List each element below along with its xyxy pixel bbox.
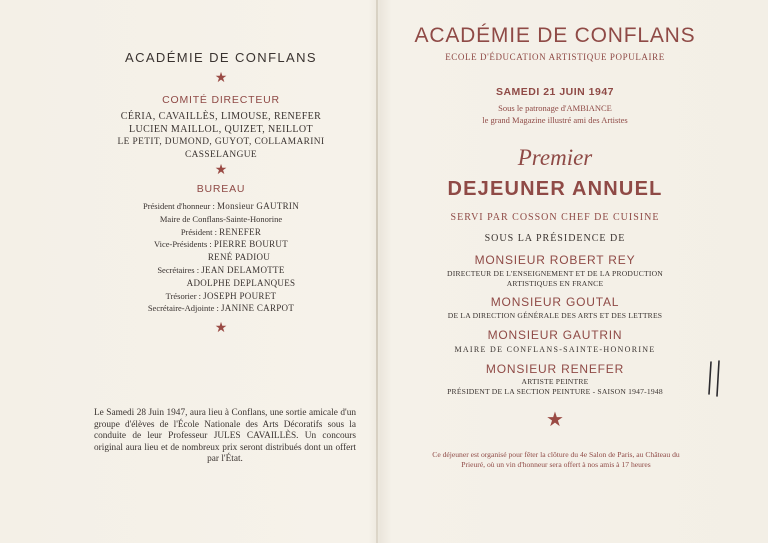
guest-desc: DE LA DIRECTION GÉNÉRALE DES ARTS ET DES LETTRES [447, 311, 663, 320]
bureau-line: RENÉ PADIOU [207, 252, 271, 263]
guest-name: MONSIEUR RENEFER [485, 362, 625, 376]
bureau-list [80, 200, 362, 315]
right-panel [390, 0, 720, 543]
bureau-line: Secrétaires : JEAN DELAMOTTE [157, 264, 285, 275]
bureau-line: Président : RENEFER [180, 226, 262, 237]
comite-list [80, 110, 362, 162]
event-date: SAMEDI 21 JUIN 1947 [495, 86, 615, 98]
comite-line: CASSELANGUE [184, 150, 258, 160]
handwritten-annotation-icon [704, 358, 724, 398]
excursion-paragraph: Le Samedi 28 Juin 1947, aura lieu à Conflans, une sortie amicale d'un groupe d'élèves de l'École Nationale des Arts Décoratifs sous la conduite de leur Professeur JULES CAVAILLÈS. Un concours original aura lieu et de nombreux prix seront distribués dont un offert par l'État. [94, 408, 356, 465]
comite-heading: COMITÉ DIRECTEUR [162, 94, 280, 106]
comite-line: LUCIEN MAILLOL, QUIZET, NEILLOT [128, 124, 314, 135]
footer-note: Ce déjeuner est organisé pour fêter la clôture du 4e Salon de Paris, au Château du Prieuré, où un vin d'honneur sera offert à nos amis à 17 heures [432, 450, 680, 470]
right-title: ACADÉMIE DE CONFLANS [414, 24, 696, 47]
premier-script: Premier [517, 145, 593, 170]
servi-line: SERVI PAR COSSON CHEF DE CUISINE [450, 212, 660, 223]
comite-line: LE PETIT, DUMOND, GUYOT, COLLAMARINI [117, 137, 325, 147]
patronage-line: le grand Magazine illustré ami des Artistes [482, 115, 628, 125]
bureau-line: Président d'honneur : Monsieur GAUTRIN [142, 201, 300, 211]
guest-desc: MAIRE DE CONFLANS-SAINTE-HONORINE [454, 345, 656, 354]
guest-desc: ARTISTE PEINTRE PRÉSIDENT DE LA SECTION PEINTURE - SAISON 1947-1948 [447, 377, 663, 396]
bureau-line: Vice-Présidents : PIERRE BOURUT [153, 239, 289, 250]
bureau-line: Maire de Conflans-Sainte-Honorine [159, 213, 283, 224]
right-subtitle: ECOLE D'ÉDUCATION ARTISTIQUE POPULAIRE [445, 52, 665, 62]
guest-name: MONSIEUR GOUTAL [490, 295, 620, 309]
bureau-heading: BUREAU [196, 183, 246, 195]
star-icon: ★ [546, 409, 564, 431]
comite-line: CÉRIA, CAVAILLÈS, LIMOUSE, RENEFER [120, 111, 322, 122]
star-icon: ★ [214, 71, 228, 86]
center-fold [376, 0, 378, 543]
star-icon: ★ [214, 321, 228, 336]
left-panel [80, 0, 362, 543]
guest-name: MONSIEUR GAUTRIN [487, 328, 623, 342]
dejeuner-heading: DEJEUNER ANNUEL [447, 178, 663, 200]
bureau-line: Secrétaire-Adjointe : JANINE CARPOT [147, 303, 295, 314]
guest-desc: DIRECTEUR DE L'ENSEIGNEMENT ET DE LA PRODUCTION ARTISTIQUES EN FRANCE [447, 269, 663, 288]
left-title: ACADÉMIE DE CONFLANS [125, 50, 317, 65]
guest-name: MONSIEUR ROBERT REY [474, 253, 636, 267]
star-icon: ★ [214, 163, 228, 178]
presidence-line: SOUS LA PRÉSIDENCE DE [484, 233, 626, 244]
bureau-line: Trésorier : JOSEPH POURET [165, 290, 277, 301]
bureau-line: ADOLPHE DEPLANQUES [186, 277, 296, 288]
patronage-line: Sous le patronage d'AMBIANCE [498, 103, 612, 113]
